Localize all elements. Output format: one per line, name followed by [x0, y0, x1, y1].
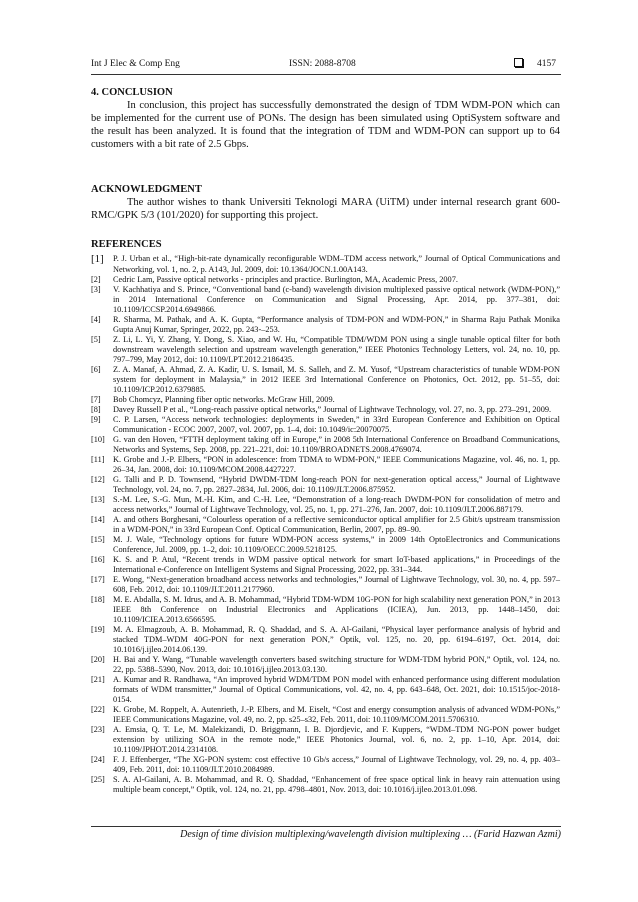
reference-item: [91, 535, 560, 555]
reference-number: [24]: [91, 755, 105, 764]
reference-item: [91, 365, 560, 395]
reference-item: [91, 515, 560, 535]
reference-text: S. A. Al-Gailani, A. B. Mohammad, and R. Q. Shaddad, “Enhancement of free space optical link in heavy rain attenuation using multiple beam concept,” Optik, vol. 124, no. 21, pp. 4798–4801, Nov. 2013, doi: 10.1016/j.ijleo.2013.01.098.: [113, 775, 560, 794]
reference-text: G. Talli and P. D. Townsend, “Hybrid DWDM-TDM long-reach PON for next-generation optical access,” Journal of Lightwave Technology, vol. 24, no. 7, pp. 2827–2834, Jul. 2006, doi: 10.1109/JLT.2006.875952.: [113, 475, 560, 494]
conclusion-heading: 4. CONCLUSION: [91, 87, 173, 98]
reference-number: [10]: [91, 435, 105, 444]
reference-item: [91, 705, 560, 725]
reference-number: [20]: [91, 655, 105, 664]
footer-divider: [91, 826, 561, 827]
reference-item: [91, 475, 560, 495]
reference-number: [14]: [91, 515, 105, 524]
issn: ISSN: 2088-8708: [289, 59, 356, 69]
page-number: 4157: [537, 59, 556, 69]
reference-number: [5]: [91, 335, 101, 344]
reference-text: K. Grobe, M. Roppelt, A. Autenrieth, J.-P. Elbers, and M. Eiselt, “Cost and energy consumption analysis of advanced WDM-PONs,” IEEE Communications Magazine, vol. 49, no. 2, pp. s25–s32, Feb. 2011, doi: 10.1109/MCOM.2011.5706310.: [113, 705, 560, 724]
reference-item: [91, 725, 560, 755]
reference-item: [91, 495, 560, 515]
reference-text: K. S. and P. Atul, “Recent trends in WDM passive optical network for smart IoT-based applications,” in Proceedings of the International e-Conference on Intelligent Systems and Signal Processing, 2022, pp. 331–344.: [113, 555, 560, 574]
reference-text: R. Sharma, M. Pathak, and A. K. Gupta, “Performance analysis of TDM-PON and WDM-PON,” in Sharma Raju Pathak Monika Gupta Anuj Kumar, Springer, 2022, pp. 243-–253.: [113, 315, 560, 334]
reference-item: [91, 575, 560, 595]
reference-item: [91, 253, 560, 275]
reference-number: [19]: [91, 625, 105, 634]
reference-item: [91, 595, 560, 625]
reference-number: [23]: [91, 725, 105, 734]
reference-number: [8]: [91, 405, 101, 414]
reference-text: Z. A. Manaf, A. Ahmad, Z. A. Kadir, U. S. Ismail, M. S. Salleh, and Z. M. Yusof, “Upstream characteristics of tunable WDM-PON system for deployment in Malaysia,” in 2012 IEEE 3rd International Conference on Photonics, Oct. 2012, pp. 51–55, doi: 10.1109/ICP.2012.6379885.: [113, 365, 560, 394]
reference-item: [91, 415, 560, 435]
reference-number: [12]: [91, 475, 105, 484]
reference-item: [91, 335, 560, 365]
reference-number: [2]: [91, 275, 101, 284]
reference-number: [21]: [91, 675, 105, 684]
reference-number: [4]: [91, 315, 101, 324]
reference-item: [91, 435, 560, 455]
reference-number: [13]: [91, 495, 105, 504]
checkbox-square-icon: [514, 58, 523, 67]
reference-item: [91, 285, 560, 315]
reference-number: [25]: [91, 775, 105, 784]
reference-text: Bob Chomcyz, Planning fiber optic networks. McGraw Hill, 2009.: [113, 395, 335, 404]
reference-item: [91, 315, 560, 335]
reference-text: E. Wong, “Next-generation broadband access networks and technologies,” Journal of Lightwave Technology, vol. 30, no. 4, pp. 597–608, Feb. 2012, doi: 10.1109/JLT.2011.2177960.: [113, 575, 560, 594]
reference-item: [91, 625, 560, 655]
page-number-block: [514, 58, 556, 70]
reference-text: H. Bai and Y. Wang, “Tunable wavelength converters based switching structure for WDM-TDM hybrid PON,” Optik, vol. 124, no. 22, pp. 5388–5390, Nov. 2013, doi: 10.1016/j.ijleo.2013.03.130.: [113, 655, 560, 674]
reference-item: [91, 555, 560, 575]
reference-number: [1]: [91, 253, 104, 265]
reference-text: Cedric Lam, Passive optical networks - principles and practice. Burlington, MA, Academic Press, 2007.: [113, 275, 458, 284]
reference-text: S.-M. Lee, S.-G. Mun, M.-H. Kim, and C.-H. Lee, “Demonstration of a long-reach DWDM-PON for consolidation of metro and access networks,” Journal of Lightwave Technology, vol. 25, no. 1, pp. 271–276, Jan. 2007, doi: 10.1109/JLT.2006.887179.: [113, 495, 560, 514]
reference-number: [6]: [91, 365, 101, 374]
reference-text: F. J. Effenberger, “The XG-PON system: cost effective 10 Gb/s access,” Journal of Lightwave Technology, vol. 29, no. 4, pp. 403–409, Feb. 2011, doi: 10.1109/JLT.2010.2084989.: [113, 755, 560, 774]
reference-text: P. J. Urban et al., “High-bit-rate dynamically reconfigurable WDM–TDM access network,” Journal of Optical Communications and Networking, vol. 1, no. 2, p. A143, Jul. 2009, doi: 10.1364/JOCN.1.00A143.: [113, 254, 560, 274]
reference-item: [91, 405, 560, 415]
reference-text: G. van den Hoven, “FTTH deployment taking off in Europe,” in 2008 5th International Conference on Broadband Communications, Networks and Systems, Sep. 2008, pp. 221–221, doi: 10.1109/BROADNETS.2008.4769074.: [113, 435, 560, 454]
reference-text: A. Emsia, Q. T. Le, M. Malekizandi, D. Briggmann, I. B. Djordjevic, and F. Kuppers, “WDM–TDM NG-PON power budget extension by utilizing SOA in the remote node,” IEEE Photonics Journal, vol. 6, no. 2, pp. 1–10, Apr. 2014, doi: 10.1109/JPHOT.2014.2314108.: [113, 725, 560, 754]
header-divider: [91, 74, 561, 75]
reference-number: [15]: [91, 535, 105, 544]
reference-text: M. E. Abdalla, S. M. Idrus, and A. B. Mohammad, “Hybrid TDM-WDM 10G-PON for high scalability next generation PON,” in 2013 IEEE 8th Conference on Industrial Electronics and Applications (ICIEA), Jun. 2013, pp. 1448–1450, doi: 10.1109/ICIEA.2013.6566595.: [113, 595, 560, 624]
reference-number: [16]: [91, 555, 105, 564]
reference-text: C. P. Larsen, “Access network technologies: deployments in Sweden,” in 33rd European Conference and Exhibition on Optical Communication - ECOC 2007, 2007, vol. 2007, pp. 1–4, doi: 10.1049/ic:20070075.: [113, 415, 560, 434]
reference-text: A. and others Borghesani, “Colourless operation of a reflective semiconductor optical amplifier for 2.5 Gbit/s upstream transmission in a WDM-PON,” in 33rd European Conf. Optical Communication, Berlin, 2007, pp. 89–90.: [113, 515, 560, 534]
reference-text: M. J. Wale, “Technology options for future WDM-PON access systems,” in 2009 14th OptoElectronics and Communications Conference, Jul. 2009, pp. 1–2, doi: 10.1109/OECC.2009.5218125.: [113, 535, 560, 554]
reference-item: [91, 275, 560, 285]
reference-item: [91, 395, 560, 405]
reference-text: Z. Li, L. Yi, Y. Zhang, Y. Dong, S. Xiao, and W. Hu, “Compatible TDM/WDM PON using a single tunable optical filter for both downstream wavelength selection and upstream wavelength generation,” IEEE Photonics Technology Letters, vol. 24, no. 10, pp. 797–799, May 2012, doi: 10.1109/LPT.2012.2186435.: [113, 335, 560, 364]
reference-text: K. Grobe and J.-P. Elbers, “PON in adolescence: from TDMA to WDM-PON,” IEEE Communications Magazine, vol. 46, no. 1, pp. 26–34, Jan. 2008, doi: 10.1109/MCOM.2008.4427227.: [113, 455, 560, 474]
acknowledgment-heading: ACKNOWLEDGMENT: [91, 184, 202, 195]
reference-item: [91, 775, 560, 795]
reference-number: [7]: [91, 395, 101, 404]
reference-number: [17]: [91, 575, 105, 584]
reference-number: [9]: [91, 415, 101, 424]
references-heading: REFERENCES: [91, 239, 162, 250]
reference-text: A. Kumar and R. Randhawa, “An improved hybrid WDM/TDM PON model with enhanced performance using different modulation formats of WDM transmitter,” Journal of Optical Communications, vol. 42, no. 4, pp. 643–648, Oct. 2021, doi: 10.1515/joc-2018-0154.: [113, 675, 560, 704]
reference-item: [91, 655, 560, 675]
reference-list: [91, 253, 560, 795]
reference-number: [11]: [91, 455, 105, 464]
conclusion-text: In conclusion, this project has successfully demonstrated the design of TDM WDM-PON which can be implemented for the current use of PONs. The design has been simulated using OptiSystem software and the result has been analyzed. It is found that the integration of TDM and WDM-PON can support up to 64 customers with a bit rate of 2.5 Gbps.: [91, 100, 560, 150]
reference-text: M. A. Elmagzoub, A. B. Mohammad, R. Q. Shaddad, and S. A. Al-Gailani, “Physical layer performance analysis of hybrid and stacked TDM–WDM 40G-PON for next generation PON,” Optik, vol. 125, no. 20, pp. 6194–6197, Oct. 2014, doi: 10.1016/j.ijleo.2014.06.139.: [113, 625, 560, 654]
journal-name: Int J Elec & Comp Eng: [91, 59, 180, 69]
reference-number: [22]: [91, 705, 105, 714]
reference-text: V. Kachhatiya and S. Prince, “Conventional band (c-band) wavelength division multiplexed passive optical network (WDM-PON),” in 2014 International Conference on Communication and Signal Processing, Apr. 2014, pp. 377–381, doi: 10.1109/ICCSP.2014.6949866.: [113, 285, 560, 314]
reference-number: [18]: [91, 595, 105, 604]
reference-item: [91, 675, 560, 705]
reference-text: Davey Russell P et al., “Long-reach passive optical networks,” Journal of Lightwave Technology, vol. 27, no. 3, pp. 273–291, 2009.: [113, 405, 552, 414]
reference-number: [3]: [91, 285, 101, 294]
acknowledgment-text: The author wishes to thank Universiti Teknologi MARA (UiTM) under internal research grant 600- RMC/GPK 5/3 (101/2020) for supporting this project.: [91, 197, 560, 221]
reference-item: [91, 455, 560, 475]
running-title: Design of time division multiplexing/wavelength division multiplexing … (Farid Hazwan Azmi): [180, 829, 561, 840]
reference-item: [91, 755, 560, 775]
